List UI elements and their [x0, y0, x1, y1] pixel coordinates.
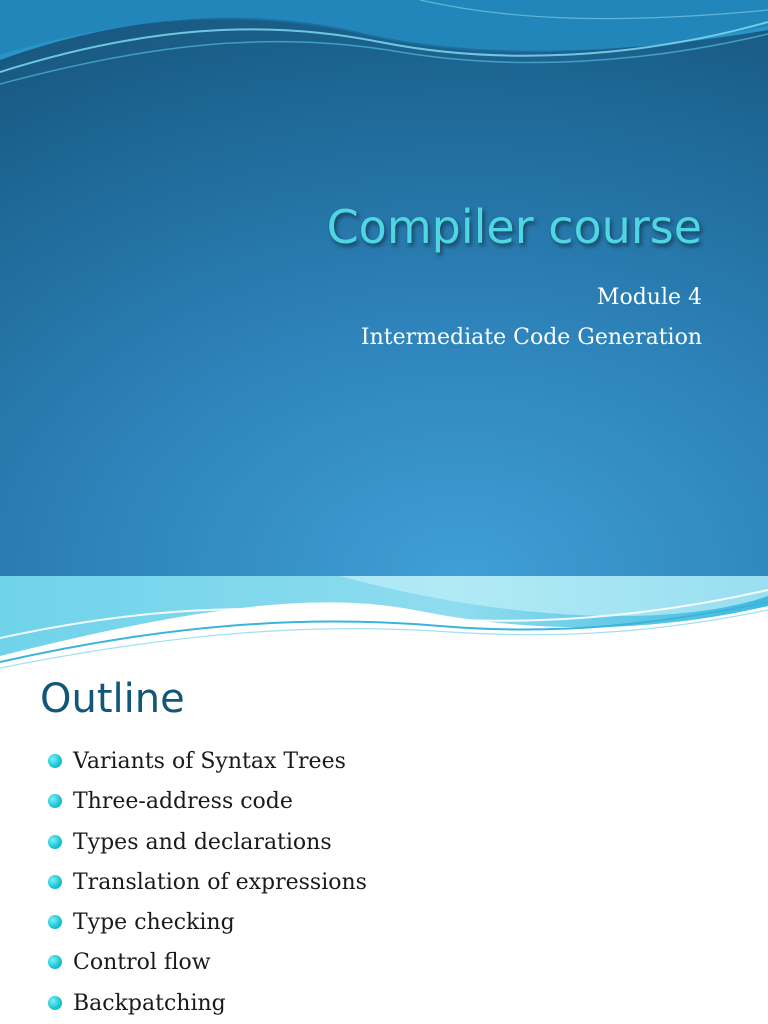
bullet-dot-icon: [48, 835, 62, 849]
list-item: [46, 782, 367, 822]
slide-subtitle: [361, 278, 702, 358]
bullet-dot-icon: [48, 915, 62, 929]
bullet-dot-icon: [48, 754, 62, 768]
subtitle-module: Module 4: [596, 285, 702, 310]
list-item: [46, 984, 367, 1024]
bullet-text: Variants of Syntax Trees: [73, 749, 346, 774]
bullet-text: Type checking: [73, 910, 235, 936]
bullet-dot-icon: [48, 996, 62, 1010]
bullet-dot-icon: [48, 875, 62, 889]
list-item: [46, 823, 367, 863]
list-item: [46, 742, 367, 782]
wave-decoration: [0, 576, 768, 671]
bullet-dot-icon: [48, 955, 62, 969]
list-item: [46, 903, 367, 943]
subtitle-topic: Intermediate Code Generation: [360, 325, 702, 350]
bullet-text: Control flow: [73, 950, 211, 976]
list-item: [46, 863, 367, 903]
slide-title: Compiler course: [326, 200, 702, 254]
bullet-text: Types and declarations: [73, 829, 332, 855]
bullet-text: Translation of expressions: [73, 869, 367, 895]
list-item: [46, 943, 367, 983]
bullet-text: Three-address code: [73, 789, 293, 815]
outline-title: Outline: [40, 676, 185, 722]
bullet-dot-icon: [48, 794, 62, 808]
outline-bullet-list: [46, 742, 367, 1024]
bullet-text: Backpatching: [73, 990, 226, 1016]
wave-decoration: [0, 0, 768, 110]
outline-slide: [0, 576, 768, 1024]
